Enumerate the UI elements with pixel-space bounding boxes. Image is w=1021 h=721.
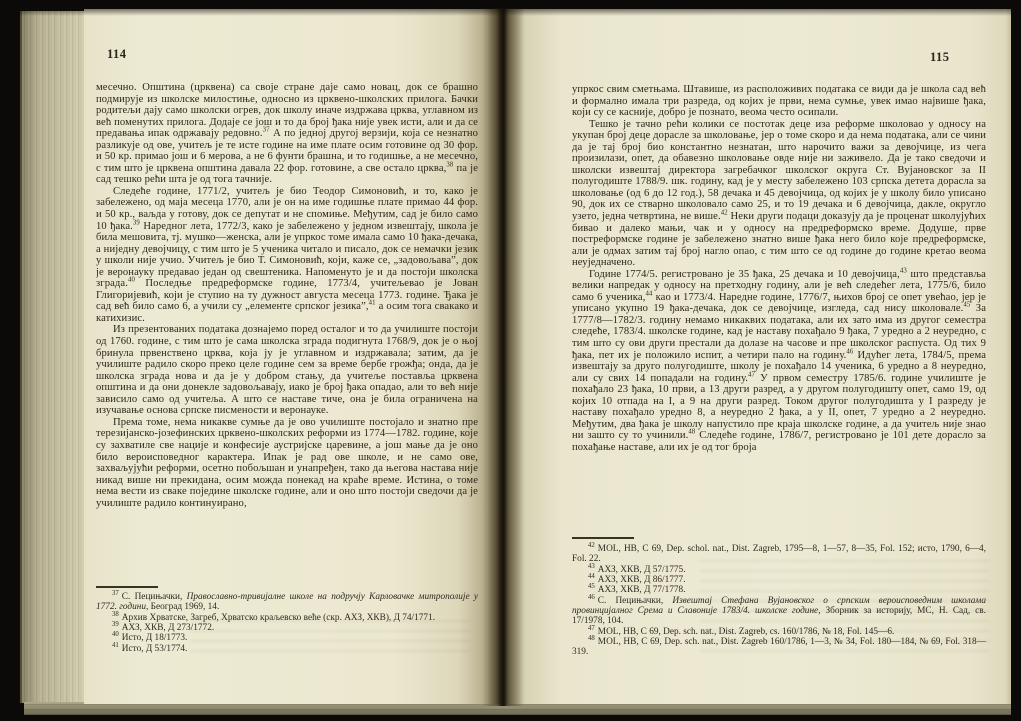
footnote-number: 37	[112, 589, 119, 597]
footnote	[572, 585, 986, 595]
footnote-reference: 41	[368, 299, 376, 307]
footnote	[572, 541, 986, 565]
paragraph	[96, 417, 478, 509]
footnote	[572, 637, 986, 658]
paragraph	[96, 324, 478, 416]
footnote-number: 47	[588, 624, 595, 632]
text-run: АХЗ, ХКВ, Д 273/1772.	[121, 623, 215, 634]
page-body-right	[572, 84, 986, 536]
text-run: па је сад тешко рећи шта је од тога тачније.	[96, 162, 478, 186]
text-run: Године 1774/5. регистровано је 35 ђака, 25 дечака и 10 девојчица,	[589, 268, 900, 280]
footnote-divider-right	[572, 537, 634, 539]
italic-text: Извештај Стефана Вујановског о српским вероисповедним школама провинцијалног Срема и Славоније 1783/4. школске године	[572, 595, 986, 617]
text-run: Неки други подаци доказују да је проценат школујућих бивао и далеко мањи, чак и у односу на предреформско време. Додуше, прве постреформске године је забележено знатно више ђака него било које предреформске, али је одмах затим тај број нагло опао, с тим што се од године до године кретао веома неуједначено.	[572, 211, 986, 269]
footnote-reference: 46	[846, 348, 854, 356]
footnote-number: 39	[112, 620, 119, 628]
text-run: Последње предреформске године, 1773/4, учитељевао је Јован Глигоријевић, који је ступио на ту дужност августа месеца 1773. године. Ђака је сад већ било само 6, а учили су „елементе српског језика”,	[96, 278, 478, 313]
footnote-divider-left	[96, 586, 158, 588]
text-run: Исто, Д 18/1773.	[121, 633, 188, 644]
text-run: Идућег лета, 1784/5, према извештају за друго полугодиште, школу је похађало 14 ученика, 6 уредно а 8 неуредно, али су свих 14 попадали на годину.	[572, 349, 986, 384]
top-edge-shadow	[20, 8, 1011, 16]
text-run: Следеће године, 1771/2, учитељ је био Теодор Симоновић, и то, како је забележено, од маја месеца 1770, али је он на име годишње плате примао 44 фор. и 50 кр., ваљда у готову, док се депутат и не спомиње. Међутим, сад је било само 10 ђака.	[96, 185, 478, 232]
paragraph	[572, 269, 986, 454]
paragraph	[572, 84, 986, 119]
text-run: Према томе, нема никакве сумње да је ово училиште постојало и знатно пре терезијанско-јозефинских црквено-школских реформи из 1774—1782. године, које су захватиле све нације и конфесије аустријске царевине, а још мање да је оно било вероисповедног карактера. Ипак је рад ове школе, и не само ове, захваљујући реформи, осетно побољшан и унапређен, тако да његова настава није никад више ни прекидана, осим можда понекад на краће време. Истина, о томе нема вести из сваке поједине школске године, али и оно што постоји сведочи да је училиште радило континуирано,	[96, 416, 478, 509]
footnote-reference: 47	[748, 371, 756, 379]
fore-edge-page-stack	[20, 11, 86, 703]
paragraph	[96, 186, 478, 325]
text-run: Тешко је тачно рећи колики се постотак деце иза реформе школовао у односу на укупан број деце дорасле за школовање, јер о томе скоро и да нема података, али се чини да је тај број био константно незнатан, што нарочито важи за девојчице, из чега произилази, опет, да обавезно школовање овде није ни заживело. Да је тако сведочи и школски извештај директора загребачког школског округа Ст. Вујановског за II полугодиште 1788/9. шк. годину, кад је у месту забележено 103 српска детета дорасла за школовање (од 6 до 12 год.), 58 дечака и 45 девојчица, од којих је у школу било уписано 90, док их се стварно школовало само 25, и то 19 дечака и 6 девојчица, дакле, округло узето, једна четвртина, не више.	[572, 118, 986, 223]
text-run: АХЗ, ХКВ, Д 57/1775.	[597, 564, 686, 575]
book-gutter	[482, 8, 524, 706]
page-number-left: 114	[107, 47, 127, 61]
footnote	[96, 641, 478, 654]
footnote-number: 44	[588, 572, 595, 580]
footnote	[96, 620, 478, 634]
footnote-reference: 44	[645, 290, 653, 298]
footnote-number: 46	[588, 593, 595, 601]
text-run: а осим тога свакако и катихизис.	[96, 301, 478, 324]
text-run: Исто, Д 53/1774.	[121, 643, 188, 654]
text-run: С. Пецињачки,	[597, 595, 673, 606]
page-body-left	[96, 82, 478, 585]
footnote-number: 45	[588, 583, 595, 591]
text-run: као и 1773/4. Наредне године, 1776/7, њихов број се опет увећао, јер је уписано укупно 19 ђака-дечака, док се девојчице, изгледа, сад нису школовале.	[572, 291, 986, 315]
footnote-reference: 42	[720, 209, 728, 217]
footnote-number: 41	[112, 641, 119, 649]
text-run: У првом семестру 1785/6. године училиште је похађало 23 ђака, 10 први, а 13 други разред, а у другом полугодишту опет, само 19, од којих 10 отпада на I, а 9 на други разред. Током другог полугодишта у I разреду је наставу похађало уредно 8, а неуредно 2 ђака, а у II, опет, 7 уредно а 2 неуредно. Међутим, два ђака је школу напустило пре краја школске године, а да учитељ није знао ни зашто су то учинили.	[572, 372, 986, 442]
footnote	[96, 610, 478, 623]
footnote	[572, 593, 986, 627]
footnote	[572, 624, 986, 637]
footnote-number: 38	[112, 610, 119, 618]
footnote	[96, 589, 478, 613]
text-run: MOL, НВ, С 69, Dep. sch. nat., Dist. Zagreb 160/1786, 1—3, № 34, Fol. 180—184, № 69, Fol. 318—319.	[572, 637, 986, 658]
footnote-reference: 45	[963, 301, 971, 309]
text-run: MOL, НВ, С 69, Dep. sch. nat., Dist. Zagreb, cs. 160/1786, № 18, Fol. 145—6.	[597, 626, 895, 637]
footnote-number: 43	[588, 562, 595, 570]
text-run: MOL, НВ, С 69, Dep. schol. nat., Dist. Zagreb, 1795—8, 1—57, 8—35, Fol. 152; исто, 1790, 6—4, Fol. 22.	[572, 544, 986, 565]
text-run: АХЗ, ХКВ, Д 86/1777.	[597, 575, 686, 586]
footnote	[96, 633, 478, 643]
footnote-reference: 38	[446, 161, 454, 169]
italic-text: Православно-тривијалне школе на подручју Карловачке митрополије у 1772. години	[96, 592, 478, 613]
text-run: месечно. Општина (црквена) са своје стране даје само новац, док се брашно подмирује из школске милостиње, односно из црквено-школских прилога. Бачки родитељи дају само школски огрев, док школу иначе издржава црква, углавном из већ поменутих прилога. Додаје се још и то да број ђака није увек исти, али и да се предавања ипак одржавају редовно.	[96, 82, 478, 140]
text-run: А по једној другој верзији, која се незнатно разликује од ове, учитељ је те исте године на име плате осим готовине од 30 фор. и 50 кр. примао још и 6 мерова, а не 6 фунти брашна, и то годишње, а не месечно, с тим што је црквена општина давала 22 фор. готовине, а све остало црква,	[96, 128, 478, 174]
paragraph	[572, 119, 986, 269]
text-run: Наредног лета, 1772/3, како је забележено у једном извештају, школа је била мешовита, тј. мушко—женска, али је упркос томе имала само 10 ђака-дечака, а ниједну девојчицу, с тим што је 5 ученика читало и писало, док се немачки језик у школи није учио. Учитељ је био Т. Симоновић, који, каже се, „задовољава”, док је веронауку предавао један од свештеника. Напоменуто је и да постоји школска зграда.	[96, 220, 478, 290]
footnote-reference: 48	[688, 428, 696, 436]
text-run: Архив Хрватске, Загреб, Хрватско краљевско веће (скр. АХЗ, ХКВ), Д 74/1771.	[121, 612, 436, 623]
footnote-number: 40	[112, 631, 119, 639]
footnote-number: 48	[588, 635, 595, 642]
footnote-reference: 39	[132, 219, 140, 227]
footnote-reference: 43	[899, 267, 907, 275]
text-run: упркос свим сметњама. Штавише, из расположивих података се види да је школа сад већ и формално имала три разреда, од којих је први, нема сумње, увек имао највише ђака, који су се касније, добро је познато, веома често осипали.	[572, 84, 986, 119]
text-run: За 1777/8—1782/3. годину немамо никаквих података, али их зато има из другог семестра следеће, 1783/4. школске године, кад је наставу похађало 9 ђака, 7 уредно а 2 неуредно, с тим што су ови други престали да долазе на часове и пре школског распуста. Од тих 9 ђака, пет их је положило испит, а четири пало на годину.	[572, 303, 986, 361]
text-run: С. Пецињачки,	[121, 592, 187, 602]
footnotes-right	[572, 541, 986, 658]
text-run: Из презентованих података дознајемо поред осталог и то да училиште постоји од 1760. године, с тим што је сама школска зграда подигнута 1768/9, док је о њој бринула првенствено црква, која ју је углавном и издржавала; затим, да је училиште радило скоро преко целе године сем за време бербе грожђа; онда, да је школска зграда нова и да је у добром стању, да учитеље поставља црквена општина и да они донекле задовољавају, иако је број ђака опадао, али то већ није зависило само од учитеља. А што се наставе тиче, она је била ограничена на изучавање основа српске писмености и веронауке.	[96, 324, 478, 417]
text-run: АХЗ, ХКВ, Д 77/1778.	[597, 585, 686, 596]
text-run: , Зборник за историју, МС, Н. Сад, св. 17/1978, 104.	[572, 606, 986, 627]
text-run: , Београд 1969, 14.	[146, 602, 220, 613]
footnote	[572, 562, 986, 575]
footnote-reference: 40	[127, 276, 135, 284]
footnote-number: 42	[588, 541, 595, 549]
page-number-right: 115	[930, 50, 950, 64]
footnote	[572, 572, 986, 586]
footnote-reference: 37	[262, 126, 270, 134]
text-run: што представља велики напредак у односу на претходну годину, али је већ следећег лета, 1775/6, било само 6 ученика,	[572, 268, 986, 303]
footnotes-left	[96, 589, 478, 654]
paragraph	[96, 82, 478, 186]
text-run: Следеће године, 1786/7, регистровано је 101 дете дорасло за похађање наставе, али их је од тог броја	[572, 430, 986, 453]
